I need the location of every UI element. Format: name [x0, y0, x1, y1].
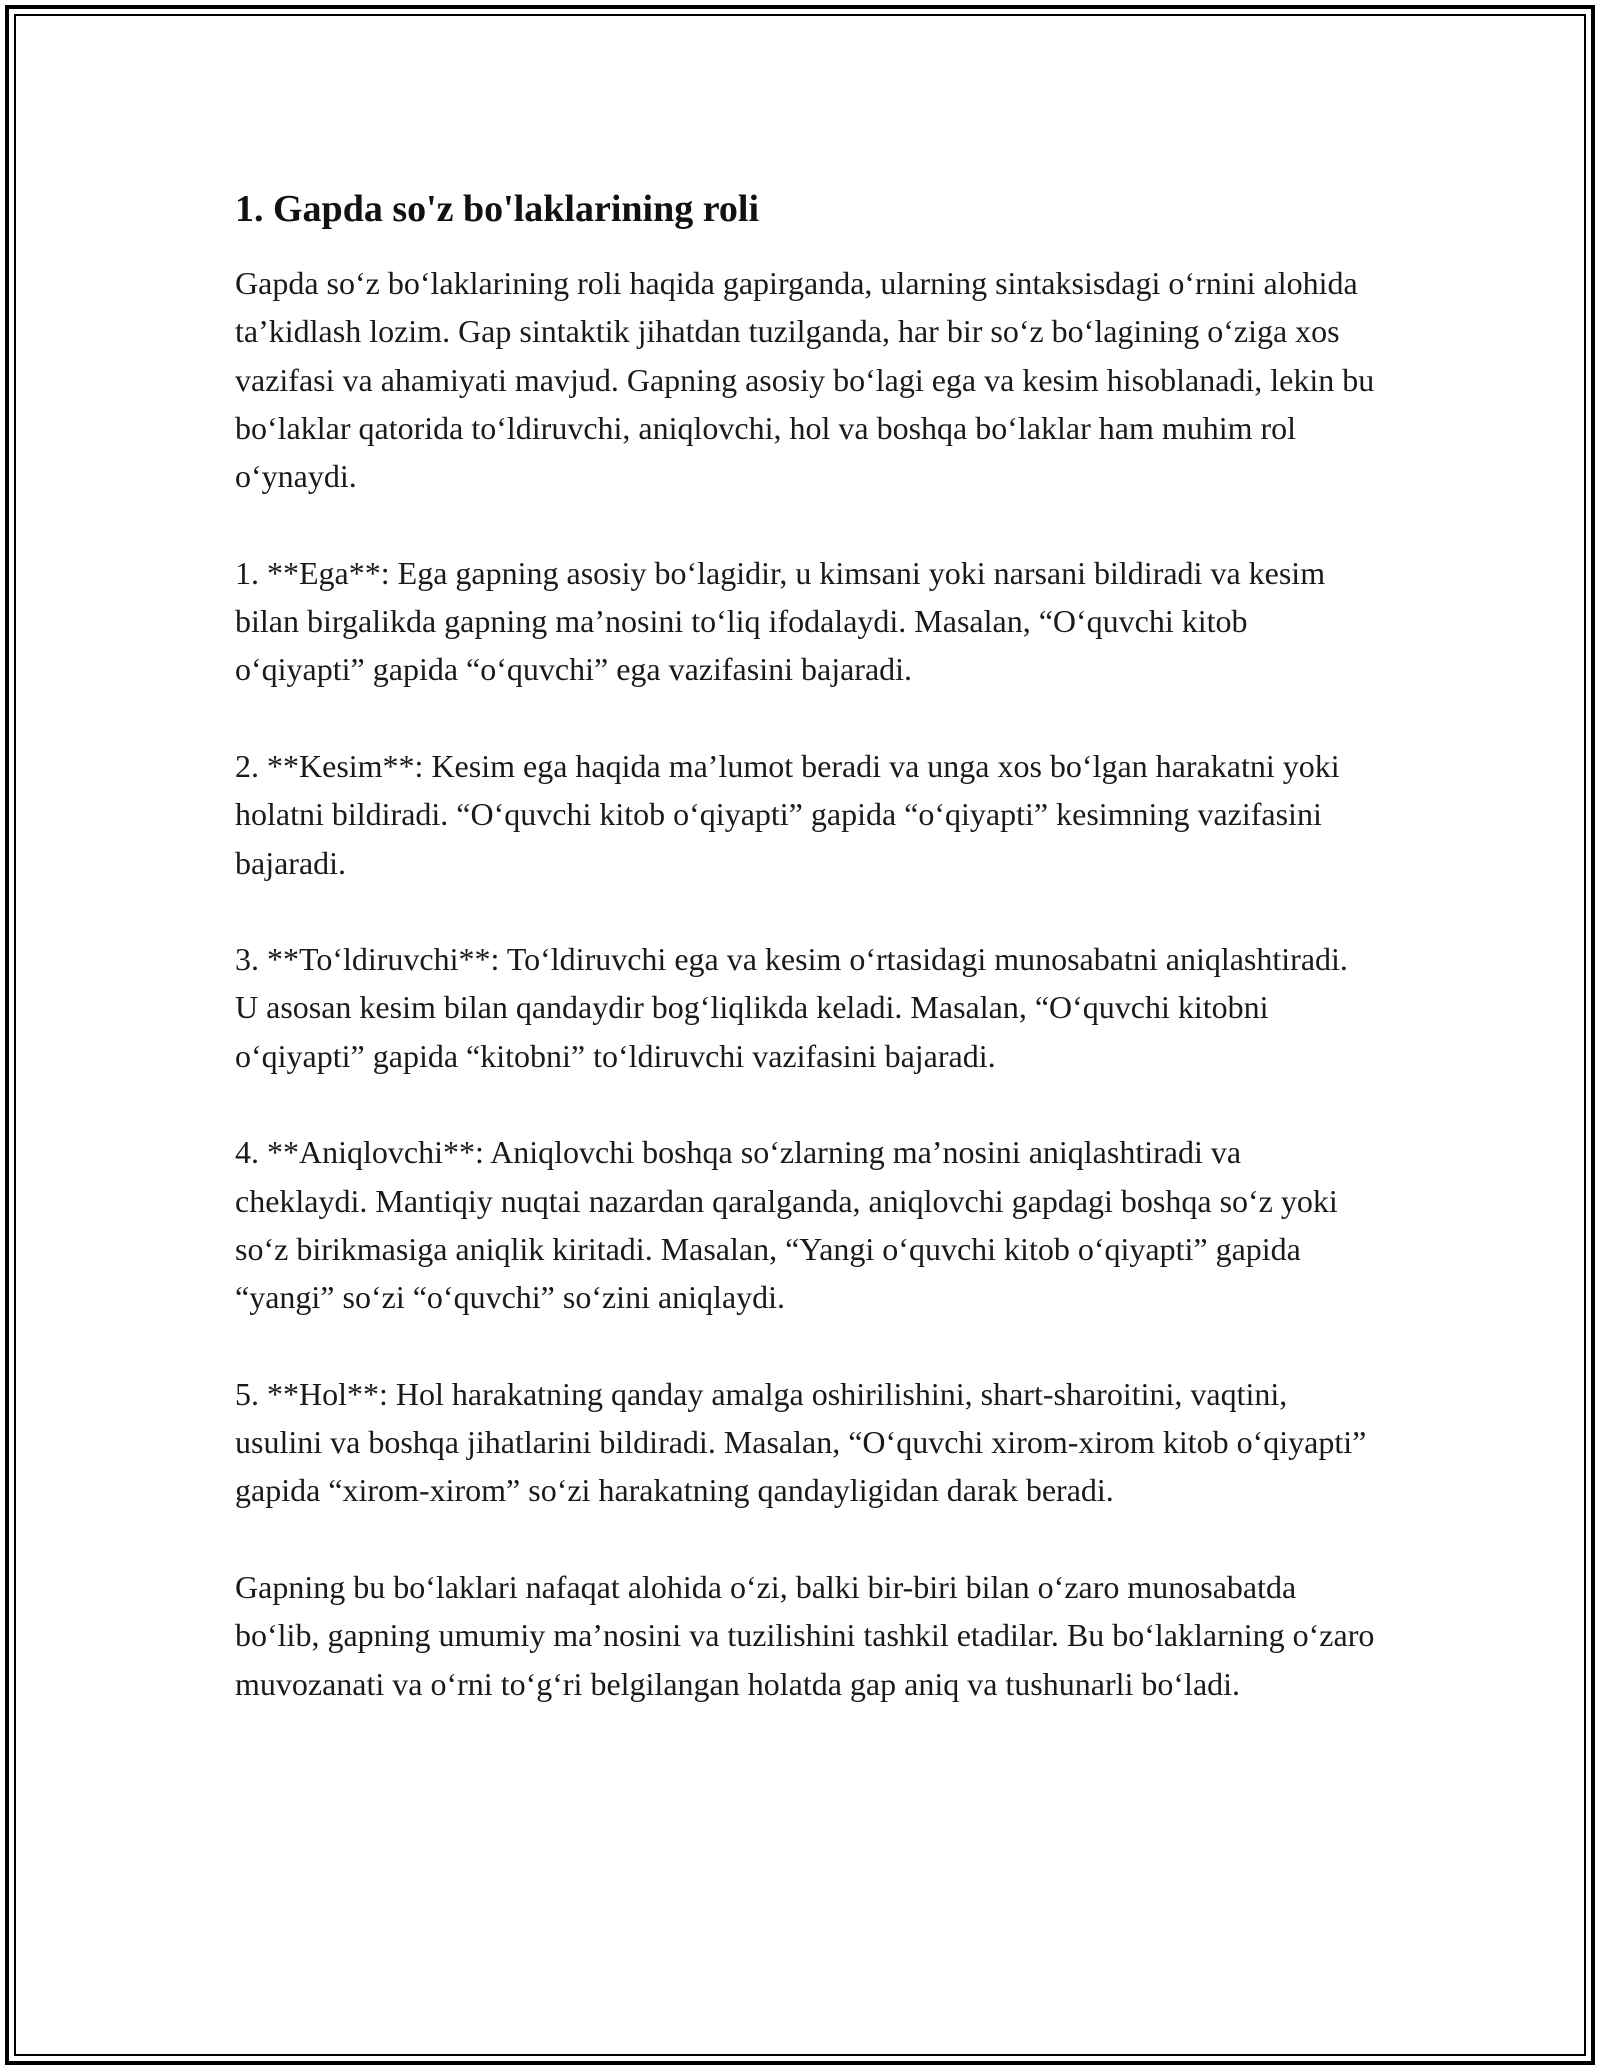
- document-title: 1. Gapda so'z bo'laklarining roli: [235, 188, 760, 230]
- paragraph-aniqlovchi: 4. **Aniqlovchi**: Aniqlovchi boshqa so‘zlarning ma’nosini aniqlashtiradi va cheklaydi. Mantiqiy nuqtai nazardan qaralganda, aniqlovchi gapdagi boshqa so‘z yoki so‘z birikmasiga aniqlik kiritadi. Masalan, “Yangi o‘quvchi kitob o‘qiyapti” gapida “yangi” so‘zi “o‘quvchi” so‘zini aniqlaydi.: [235, 1134, 1338, 1316]
- paragraph-hol: 5. **Hol**: Hol harakatning qanday amalga oshirilishini, shart-sharoitini, vaqtini, usulini va boshqa jihatlarini bildiradi. Masalan, “O‘quvchi xirom-xirom kitob o‘qiyapti” gapida “xirom-xirom” so‘zi harakatning qandayligidan darak beradi.: [235, 1375, 1367, 1509]
- paragraph-kesim: 2. **Kesim**: Kesim ega haqida ma’lumot beradi va unga xos bo‘lgan harakatni yoki holatni bildiradi. “O‘quvchi kitob o‘qiyapti” gapida “o‘qiyapti” kesimning vazifasini bajaradi.: [235, 747, 1340, 881]
- conclusion-paragraph: Gapning bu bo‘laklari nafaqat alohida o‘zi, balki bir-biri bilan o‘zaro munosabatda bo‘lib, gapning umumiy ma’nosini va tuzilishini tashkil etadilar. Bu bo‘laklarning o‘zaro muvozanati va o‘rni to‘g‘ri belgilangan holatda gap aniq va tushunarli bo‘ladi.: [235, 1569, 1375, 1702]
- document-body: [235, 185, 1375, 1708]
- intro-paragraph: Gapda so‘z bo‘laklarining roli haqida gapirganda, ularning sintaksisdagi o‘rnini alohida ta’kidlash lozim. Gap sintaktik jihatdan tuzilganda, har bir so‘z bo‘lagining o‘ziga xos vazifasi va ahamiyati mavjud. Gapning asosiy bo‘lagi ega va kesim hisoblanadi, lekin bu bo‘laklar qatorida to‘ldiruvchi, aniqlovchi, hol va boshqa bo‘laklar ham muhim rol o‘ynaydi.: [235, 265, 1375, 495]
- paragraph-ega: 1. **Ega**: Ega gapning asosiy bo‘lagidir, u kimsani yoki narsani bildiradi va kesim bilan birgalikda gapning ma’nosini to‘liq ifodalaydi. Masalan, “O‘quvchi kitob o‘qiyapti” gapida “o‘quvchi” ega vazifasini bajaradi.: [235, 554, 1326, 688]
- paragraph-toldiruvchi: 3. **To‘ldiruvchi**: To‘ldiruvchi ega va kesim o‘rtasidagi munosabatni aniqlashtiradi. U asosan kesim bilan qandaydir bog‘liqlikda keladi. Masalan, “O‘quvchi kitobni o‘qiyapti” gapida “kitobni” to‘ldiruvchi vazifasini bajaradi.: [235, 941, 1348, 1074]
